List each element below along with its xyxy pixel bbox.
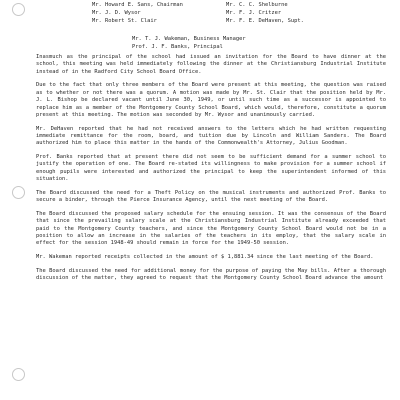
attendance-row (36, 18, 386, 26)
punch-hole (12, 3, 25, 16)
officer: Prof. J. F. Banks, Principal (132, 44, 223, 50)
officers-list (36, 36, 386, 54)
attendee: Mr. F. E. DeHaven, Supt. (226, 18, 304, 24)
attendance-row (36, 10, 386, 18)
attendee: Mr. F. J. Critzer (226, 10, 282, 16)
attendee: Mr. J. D. Wysor (92, 10, 141, 16)
paragraph-quorum: Due to the fact that only three members of the Board were present at this meeting, the question was raised as to whether or not there was a quorum. A motion was made by Mr. St. Clair that the position held by Mr. J. L. Bishop be declared vacant until June 30, 1949, or until such time as a successor is appointed to replace him as a member of the Montgomery County School Board, which would, therefore, constitute a quorum present at this meeting. The motion was seconded by Mr. Wysor and unanimously carried. (36, 82, 386, 119)
officer: Mr. T. J. Wakeman, Business Manager (132, 36, 246, 42)
paragraph-sanders-tuition: Mr. DeHaven reported that he had not received answers to the letters which he had written requesting immediate remittance for the room, board, and tuition due by Lincoln and William Sanders. The Board authorized him to place this matter in the hands of the Commonwealth's Attorney, Julius Goodman. (36, 125, 386, 147)
paragraph-theft-policy: The Board discussed the need for a Theft Policy on the musical instruments and authorized Prof. Banks to secure a binder, through the Pierce Insurance Agency, until the next meeting of the Board. (36, 189, 386, 204)
punch-hole (12, 368, 25, 381)
attendee: Mr. Howard E. Sans, Chairman (92, 2, 183, 8)
punch-hole (12, 186, 25, 199)
paragraph-may-bills: The Board discussed the need for additional money for the purpose of paying the May bills. After a thorough discussion of the matter, they agreed to request that the Montgomery County School Board advance the amount (36, 267, 386, 282)
minutes-page (36, 0, 386, 289)
paragraph-receipts: Mr. Wakeman reported receipts collected in the amount of $ 1,881.34 since the last meeting of the Board. (36, 254, 374, 261)
paragraph-dinner-location: Inasmuch as the principal of the school had issued an invitation for the Board to have dinner at the school, this meeting was held immediately following the dinner at the Christiansburg Industrial Institute instead of in the Radford City School Board Office. (36, 54, 386, 75)
attendance-row (36, 2, 386, 10)
attendee: Mr. Robert St. Clair (92, 18, 157, 24)
attendance-list (36, 2, 386, 32)
minutes-body (36, 54, 386, 282)
paragraph-summer-school: Prof. Banks reported that at present there did not seem to be sufficient demand for a summer school to justify the operation of one. The Board re-stated its willingness to make provision for a summer school if enough pupils were interested and authorized the principal to keep the superintendent informed of this situation. (36, 154, 386, 183)
paragraph-salary-schedule: The Board discussed the proposed salary schedule for the ensuing session. It was the consensus of the Board that since the prevailing salary scale at the Christiansburg Industrial Institute already exceeded that paid to the Montgomery County teachers, and since the Montgomery County School Board would not be in a position to allow an increase in the salaries of the teachers in its employ, that the salary scale in effect for the session 1948-49 should remain in force for the 1949-50 session. (36, 210, 386, 247)
attendee: Mr. C. C. Shelburne (226, 2, 288, 8)
